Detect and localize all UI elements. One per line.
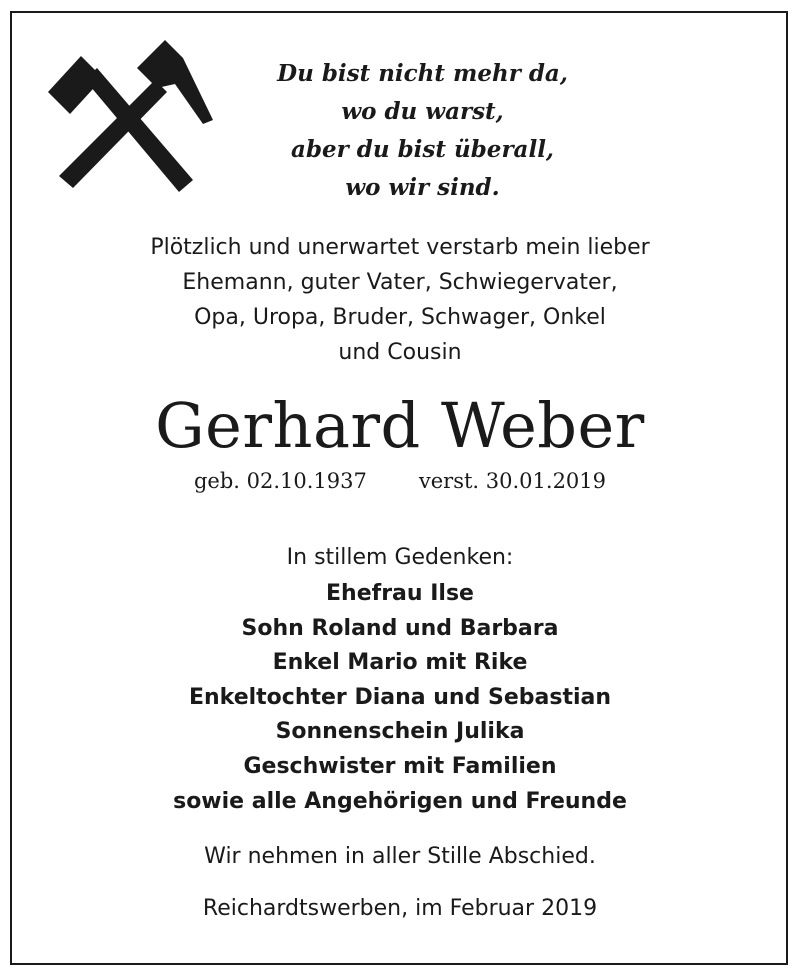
intro-line: Opa, Uropa, Bruder, Schwager, Onkel — [194, 305, 606, 330]
death-date: verst. 30.01.2019 — [418, 469, 607, 493]
deceased-name: Gerhard Weber — [155, 389, 645, 462]
farewell-text: Wir nehmen in aller Stille Abschied. — [204, 844, 596, 869]
mourner: Enkeltochter Diana und Sebastian — [188, 684, 612, 710]
mourner: Ehefrau Ilse — [326, 581, 474, 606]
intro-line: und Cousin — [338, 340, 462, 365]
quote-line: wo du warst, — [341, 98, 504, 125]
crossed-hammers-icon — [45, 40, 215, 200]
mourner: Enkel Mario mit Rike — [272, 650, 528, 676]
quote-line: Du bist nicht mehr da, — [277, 60, 568, 87]
mourner: Sohn Roland und Barbara — [241, 615, 559, 641]
intro-line: Plötzlich und unerwartet verstarb mein lieber — [150, 235, 650, 260]
birth-date: geb. 02.10.1937 — [193, 469, 367, 493]
mourner: Sonnenschein Julika — [275, 719, 525, 745]
quote — [230, 55, 615, 207]
place-and-date: Reichardtswerben, im Februar 2019 — [202, 896, 598, 921]
mourner: sowie alle Angehörigen und Freunde — [173, 788, 627, 814]
quote-line: aber du bist überall, — [291, 136, 554, 163]
intro-text — [0, 230, 800, 370]
mourner: Geschwister mit Familien — [243, 753, 557, 779]
life-dates — [0, 466, 800, 496]
mourners-list — [0, 577, 800, 819]
quote-line: wo wir sind. — [345, 174, 500, 201]
intro-line: Ehemann, guter Vater, Schwiegervater, — [182, 270, 618, 295]
memorial-heading: In stillem Gedenken: — [286, 545, 514, 570]
